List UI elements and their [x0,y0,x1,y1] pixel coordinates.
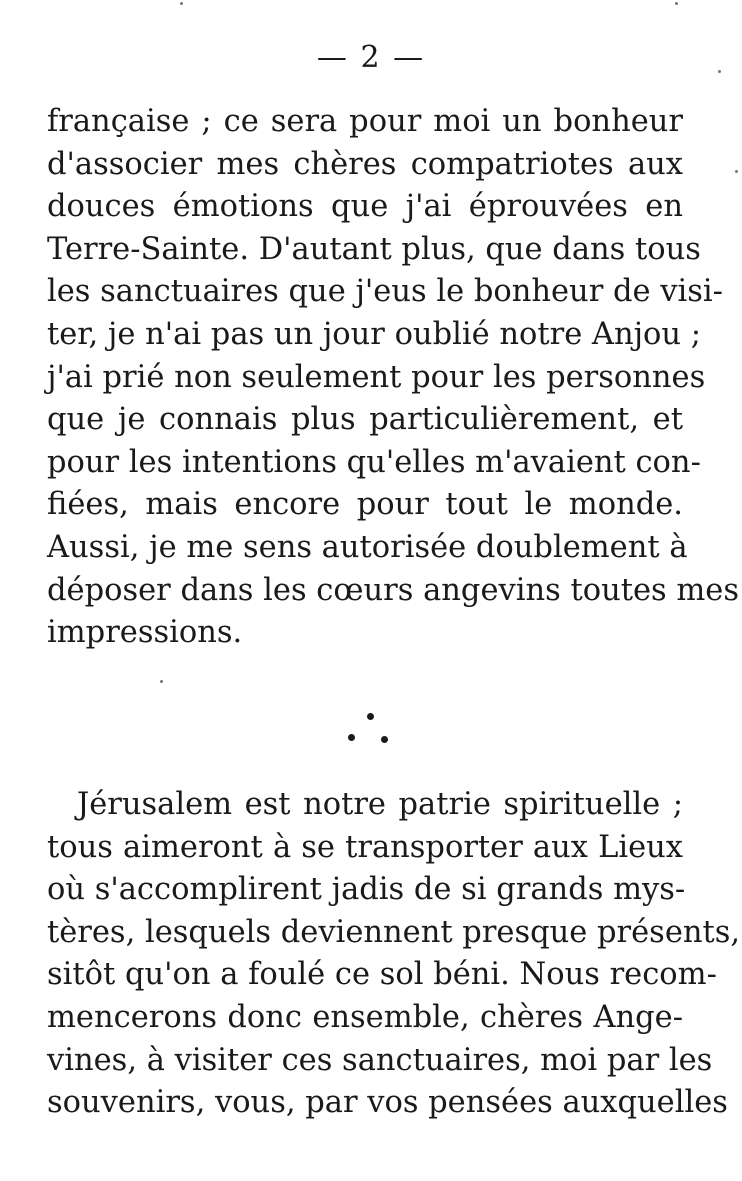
text-line: impressions. [47,615,243,651]
text-line: pour les intentions qu'elles m'avaient con- [47,444,701,480]
print-speck [718,70,721,73]
separator-dot-right [381,736,388,743]
text-line: française ; ce sera pour moi un bonheur [47,104,683,139]
text-line: que je connais plus particulièrement, et [47,402,683,438]
text-line: vines, à visiter ces sanctuaires, moi par les [47,1042,713,1078]
text-line: sitôt qu'on a foulé ce sol béni. Nous recom- [47,957,717,993]
text-line: j'ai prié non seulement pour les personnes [47,359,706,395]
text-line: Terre-Sainte. D'autant plus, que dans tous [47,231,701,267]
paragraph-1 [47,101,740,655]
text-line: ter, je n'ai pas un jour oublié notre Anjou ; [47,316,702,352]
print-speck [180,2,183,5]
section-separator [0,700,742,750]
text-line: Aussi, je me sens autorisée doublement à [47,529,688,565]
text-line: d'associer mes chères compatriotes aux [47,146,683,182]
text-line: tères, lesquels deviennent presque présents, [47,914,741,950]
text-line: douces émotions que j'ai éprouvées en [47,189,683,225]
text-line: déposer dans les cœurs angevins toutes mes [47,572,740,608]
text-line: Jérusalem est notre patrie spirituelle ; [77,787,683,822]
print-speck [735,170,738,173]
separator-dot-left [348,734,355,741]
print-speck [160,680,163,683]
page-number: — 2 — [316,40,426,75]
text-line: où s'accomplirent jadis de si grands mys- [47,872,686,908]
paragraph-2 [47,784,741,1125]
text-line: souvenirs, vous, par vos pensées auxquelles [47,1085,728,1121]
text-line: fiées, mais encore pour tout le monde. [47,487,683,523]
text-line: tous aimeront à se transporter aux Lieux [47,829,683,865]
separator-dot-top [367,713,374,720]
print-speck [675,2,678,5]
text-line: mencerons donc ensemble, chères Ange- [47,999,683,1035]
text-line: les sanctuaires que j'eus le bonheur de visi- [47,274,723,310]
